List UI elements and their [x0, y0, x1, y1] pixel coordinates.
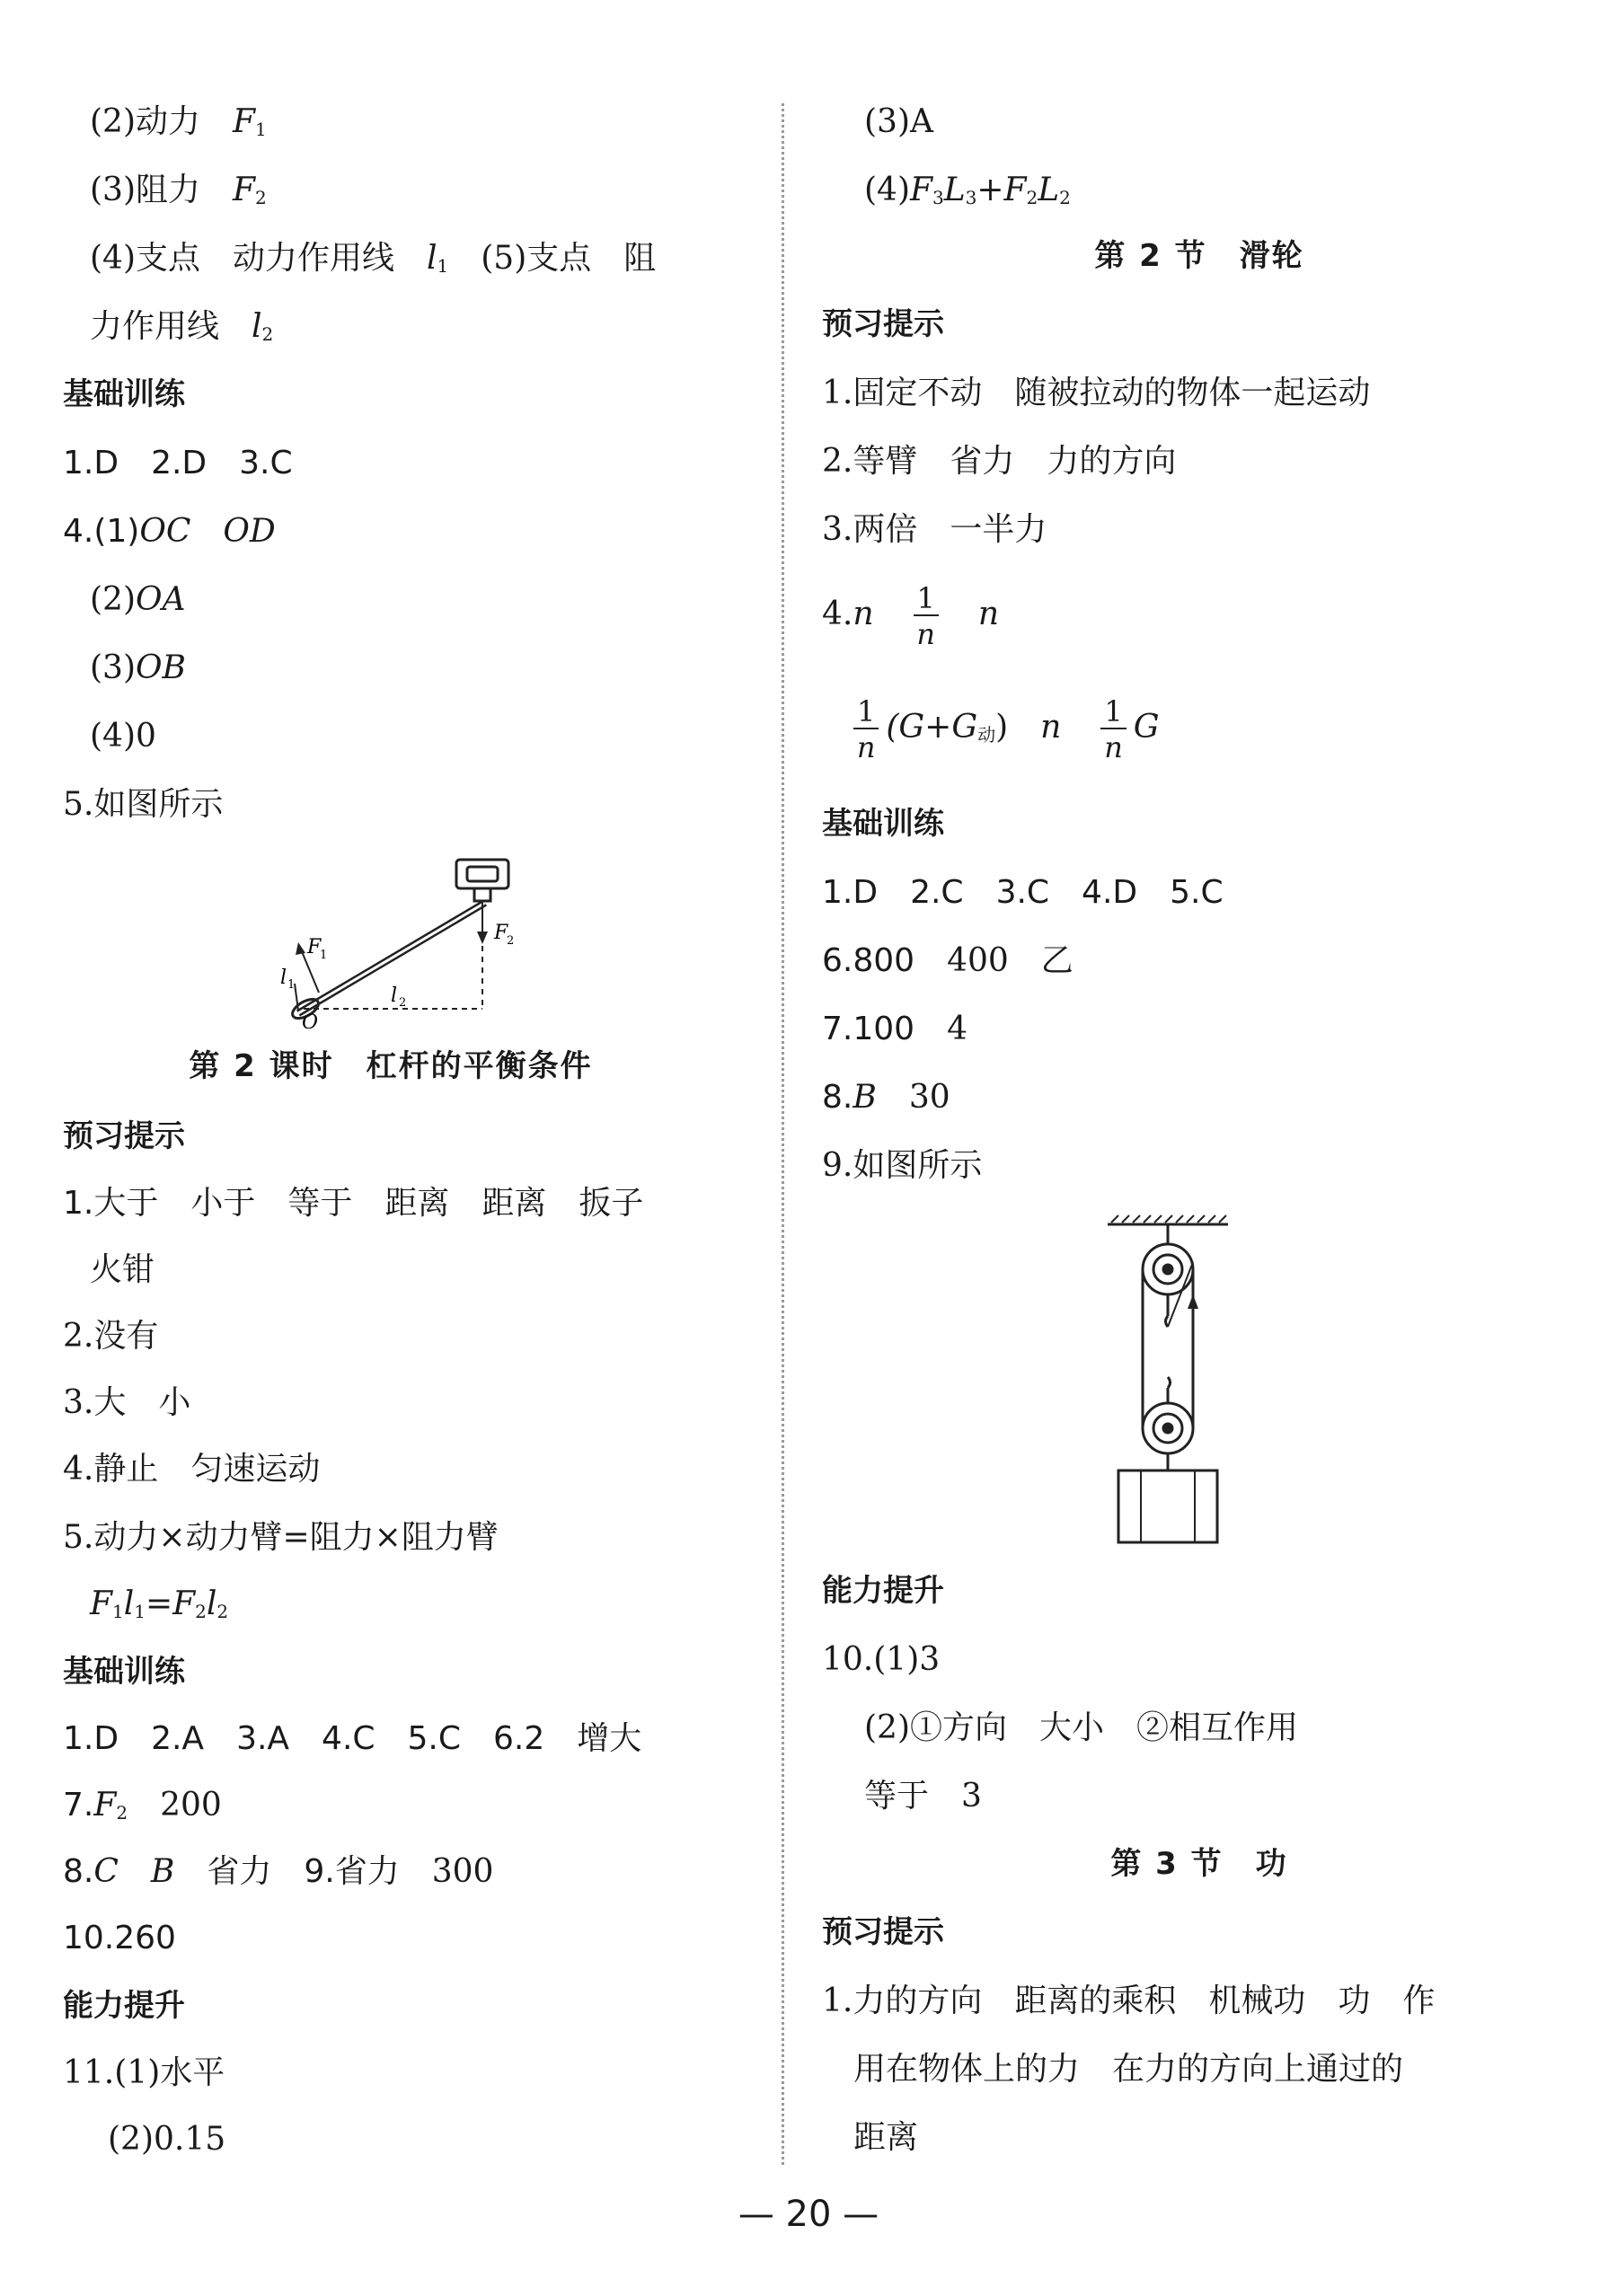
pulley-preview-q3: 3.两倍 一半力	[822, 511, 1047, 548]
preview-q5-formula: $F_1l_1=F_2l_2$	[90, 1585, 229, 1622]
section-title-work: 第 3 节 功	[1110, 1846, 1288, 1882]
preview-q2: 2.没有	[63, 1318, 159, 1355]
answer-q5: 5.如图所示	[63, 786, 224, 823]
answer-line-2: (2)动力 $F_1$	[90, 103, 267, 140]
svg-text:O: O	[302, 1011, 319, 1029]
pulley-basic-q7: 7.100 4	[822, 1011, 968, 1047]
pulley-preview-q1: 1.固定不动 随被拉动的物体一起运动	[822, 375, 1371, 411]
pulley-basic-q6: 6.800 400 乙	[822, 942, 1074, 979]
pulley-basic-q8: 8.B 30	[822, 1079, 950, 1116]
section-heading-basic: 基础训练	[63, 376, 185, 412]
svg-text:2: 2	[507, 934, 515, 948]
svg-text:l: l	[280, 967, 287, 989]
pulley-preview-q4-cont: $\frac{1}{n}$ $(G+G_动)$ n $\frac{1}{n}$ G	[846, 697, 1159, 762]
answer-line-4: (4)支点 动力作用线 $l_1$ (5)支点 阻	[90, 240, 657, 277]
answer-line-3: (3)阻力 $F_2$	[90, 172, 267, 208]
pulley-system-figure	[1100, 1208, 1235, 1550]
basic-q10: 10.260	[63, 1920, 176, 1956]
section-title-pulley: 第 2 节 滑轮	[1094, 238, 1304, 274]
svg-text:l: l	[391, 985, 398, 1007]
work-preview-q1: 1.力的方向 距离的乘积 机械功 功 作	[822, 1983, 1436, 2019]
preview-q3: 3.大 小	[63, 1384, 191, 1421]
basic-q7: $7.F_2$ 200	[63, 1787, 222, 1824]
answer-line-r3: (3)A	[864, 103, 933, 140]
ability-q11: 11.(1)水平	[63, 2054, 225, 2091]
svg-text:F: F	[494, 922, 508, 944]
preview-q4: 4.静止 匀速运动	[63, 1451, 321, 1488]
ability-q10: 10.(1)3	[822, 1641, 941, 1678]
section-heading-ability: 能力提升	[822, 1573, 944, 1609]
section-heading-ability: 能力提升	[63, 1988, 185, 2024]
svg-text:2: 2	[399, 996, 407, 1010]
section-heading-basic: 基础训练	[822, 806, 944, 842]
preview-q5: 5.动力×动力臂=阻力×阻力臂	[63, 1519, 499, 1556]
section-heading-preview: 预习提示	[822, 306, 944, 342]
basic-q1-6: 1.D 2.A 3.A 4.C 5.C 6.2 增大	[63, 1720, 642, 1757]
answer-q4: 4.(1)OC OD	[63, 513, 276, 550]
pulley-preview-q2: 2.等臂 省力 力的方向	[822, 443, 1177, 480]
ability-q10-3: 等于 3	[864, 1778, 982, 1815]
ability-q11-2: (2)0.15	[108, 2121, 226, 2158]
section-heading-preview: 预习提示	[63, 1118, 185, 1154]
pulley-preview-q4: 4.n $\frac{1}{n}$ n	[822, 581, 1000, 651]
page-number: — 20 —	[738, 2194, 879, 2235]
work-preview-q1-cont: 用在物体上的力 在力的方向上通过的	[853, 2051, 1404, 2088]
answer-line-r4: $(4)F_3L_3+F_2L_2$	[864, 172, 1071, 208]
answer-q4-3: (3)OB	[90, 649, 186, 686]
svg-text:1: 1	[320, 949, 328, 962]
answer-q4-2: (2)OA	[90, 581, 186, 618]
pulley-basic-q1-5: 1.D 2.C 3.C 4.D 5.C	[822, 874, 1224, 911]
svg-text:F: F	[307, 936, 322, 958]
lesson-title-lever-balance: 第 2 课时 杠杆的平衡条件	[189, 1048, 593, 1084]
preview-q1-cont: 火钳	[90, 1251, 155, 1288]
answer-q1-3: 1.D 2.D 3.C	[63, 445, 293, 481]
preview-q1: 1.大于 小于 等于 距离 距离 扳子	[63, 1185, 644, 1222]
lever-selfie-stick-figure	[278, 849, 548, 1029]
section-heading-basic-2: 基础训练	[63, 1654, 185, 1690]
svg-text:1: 1	[287, 978, 296, 992]
answer-line-4-cont: 力作用线 $l_2$	[90, 308, 274, 345]
basic-q8-9: 8.C B 省力 9.省力 300	[63, 1853, 494, 1890]
work-preview-q1-cont-2: 距离	[853, 2119, 919, 2156]
answer-q4-4: (4)0	[90, 718, 156, 755]
pulley-basic-q9: 9.如图所示	[822, 1147, 983, 1184]
ability-q10-2: (2)①方向 大小 ②相互作用	[864, 1709, 1299, 1746]
section-heading-preview-2: 预习提示	[822, 1914, 944, 1950]
